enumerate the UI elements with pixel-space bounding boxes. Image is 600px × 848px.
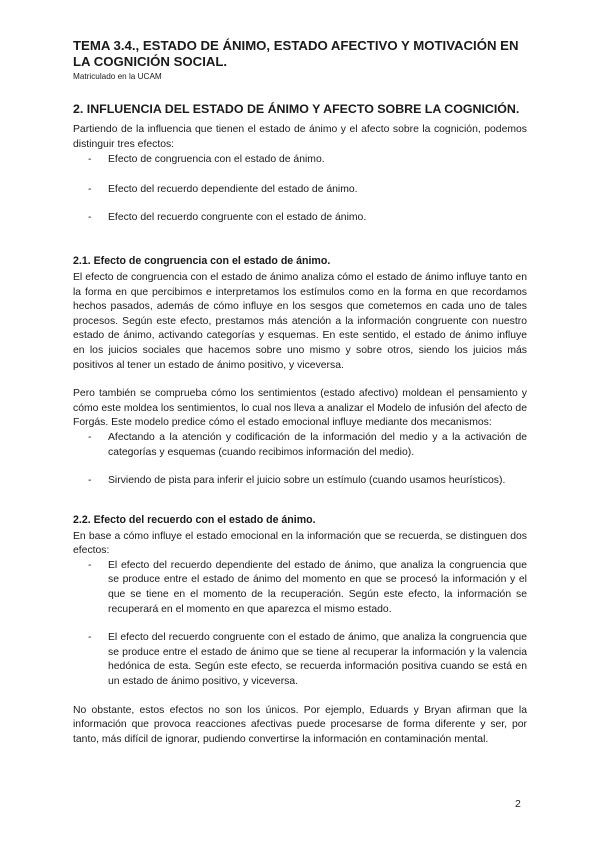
paragraph: Pero también se comprueba cómo los sentimientos (estado afectivo) moldean el pensamiento y cómo este moldea los sentimientos, lo cual nos lleva a analizar el Modelo de infusión del afecto de Forgás. Este modelo predice cómo el estado emocional influye mediante dos mecanismos: [73, 388, 527, 429]
list-item [73, 631, 527, 689]
bullet-dash: - [88, 154, 92, 166]
paragraph: En base a cómo influye el estado emocional en la información que se recuerda, se distinguen dos efectos: [73, 530, 527, 557]
document-page [73, 38, 527, 747]
page-number: 2 [515, 798, 521, 810]
list-item [73, 183, 527, 198]
bullet-dash: - [88, 431, 92, 443]
list-item-text: Efecto del recuerdo congruente con el estado de ánimo. [108, 212, 367, 224]
list-item [73, 153, 527, 168]
paragraph: No obstante, estos efectos no son los únicos. Por ejemplo, Eduards y Bryan afirman que la información que provoca reacciones afectivas puede procesarse de forma diferente y ser, por tanto, más difícil de ignorar, pudiendo convertirse la información en contaminación mental. [73, 704, 527, 745]
list-item-text: El efecto del recuerdo dependiente del estado de ánimo, que analiza la congruencia que se produce entre el estado de ánimo del momento en que se procesó la información y el que se tiene en el momento de la recuperación. Según este efecto, la información se recuperará en el momento en que aparezca el mismo estado. [108, 559, 527, 615]
list-item-text: Sirviendo de pista para inferir el juicio sobre un estímulo (cuando usamos heurísticos). [108, 475, 506, 487]
bullet-dash: - [88, 559, 92, 571]
list-item-text: El efecto del recuerdo congruente con el estado de ánimo, que analiza la congruencia que se produce entre el estado de ánimo que se tiene al recuperar la información y la valencia hedónica de esta. Según este efecto, se recuerda información positiva cuando se está en un estado de ánimo positivo, y viceversa. [108, 632, 527, 688]
paragraph: El efecto de congruencia con el estado de ánimo analiza cómo el estado de ánimo influye tanto en la forma en que percibimos e interpretamos los estímulos como en la forma en que recordamos hechos pasados, además de cómo influye en los sesgos que cometemos en cada uno de tales procesos. Según este efecto, prestamos más atención a la información congruente con nuestro estado de ánimo, activando categorías y esquemas. En este sentido, el estado de ánimo influye en los juicios sociales que hacemos sobre uno mismo y sobre otros, siendo los juicios más positivos al tener un estado de ánimo positivo, y viceversa. [73, 271, 527, 371]
bullet-dash: - [88, 632, 92, 644]
document-title: TEMA 3.4., ESTADO DE ÁNIMO, ESTADO AFECTIVO Y MOTIVACIÓN EN LA COGNICIÓN SOCIAL. [73, 38, 519, 69]
subsection-heading: 2.1. Efecto de congruencia con el estado de ánimo. [73, 254, 331, 267]
effects-list [73, 153, 527, 226]
list-item-text: Efecto de congruencia con el estado de ánimo. [108, 154, 325, 166]
list-item-text: Efecto del recuerdo dependiente del estado de ánimo. [108, 183, 358, 195]
memory-effects-list [73, 559, 527, 690]
list-item [73, 474, 527, 489]
subsection-heading: 2.2. Efecto del recuerdo con el estado de ánimo. [73, 513, 316, 526]
list-item [73, 431, 527, 460]
list-item-text: Afectando a la atención y codificación de la información del medio y a la activación de categorías y esquemas (cuando recibimos información del medio). [108, 431, 527, 458]
bullet-dash: - [88, 475, 92, 487]
document-subtitle: Matriculado en la UCAM [73, 72, 162, 81]
bullet-dash: - [88, 183, 92, 195]
section-heading: 2. INFLUENCIA DEL ESTADO DE ÁNIMO Y AFECTO SOBRE LA COGNICIÓN. [73, 102, 520, 116]
mechanisms-list [73, 431, 527, 489]
bullet-dash: - [88, 212, 92, 224]
list-item [73, 211, 527, 226]
section-intro: Partiendo de la influencia que tienen el estado de ánimo y el afecto sobre la cognición, podemos distinguir tres efectos: [73, 124, 527, 150]
list-item [73, 559, 527, 617]
